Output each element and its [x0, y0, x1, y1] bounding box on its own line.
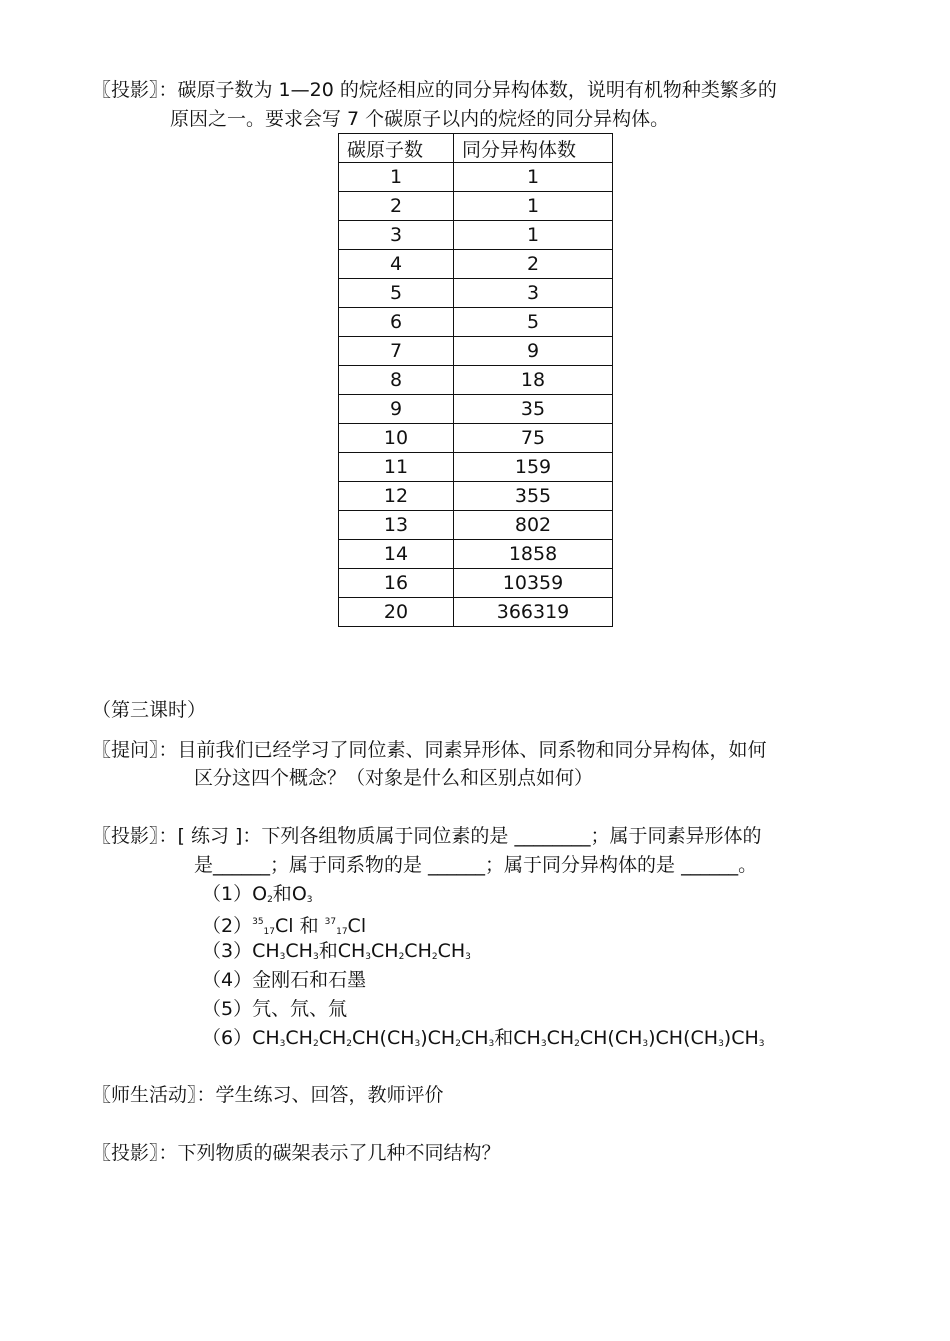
formula-part: CH	[337, 940, 366, 962]
mass-number: 35	[252, 917, 264, 927]
formula-part: O	[252, 883, 268, 905]
question-paragraph	[92, 738, 767, 762]
subscript: 3	[465, 952, 471, 962]
activity-paragraph	[92, 1083, 444, 1107]
element-symbol: Cl	[347, 915, 367, 937]
projection-paragraph-1	[92, 78, 777, 102]
carbon-count-cell: 10	[339, 424, 454, 453]
table-row	[339, 395, 613, 424]
carbon-count-cell: 7	[339, 337, 454, 366]
formula-part: CH	[252, 1027, 280, 1049]
projection-text-line1: 碳原子数为 1—20 的烷烃相应的同分异构体数，说明有机物种类繁多的	[177, 79, 777, 101]
carbon-count-cell: 16	[339, 569, 454, 598]
activity-tag: 〖师生活动〗：	[92, 1084, 216, 1106]
formula-part: CH	[404, 940, 432, 962]
carbon-count-cell: 12	[339, 482, 454, 511]
carbon-count-cell: 2	[339, 192, 454, 221]
item-number: （4）	[202, 969, 253, 991]
isomer-count-table	[338, 133, 613, 627]
formula-part: CH	[285, 940, 313, 962]
carbon-count-cell: 8	[339, 366, 454, 395]
carbon-count-cell: 20	[339, 598, 454, 627]
formula-part: CH	[252, 940, 280, 962]
table-row	[339, 163, 613, 192]
formula-part: O	[291, 883, 307, 905]
formula-part: CH(CH	[579, 1027, 643, 1049]
table-row	[339, 221, 613, 250]
subscript: 3	[279, 952, 286, 962]
carbon-count-cell: 13	[339, 511, 454, 540]
formula-part: CH	[285, 1027, 313, 1049]
projection-paragraph-2	[92, 1141, 501, 1165]
table-row	[339, 337, 613, 366]
exercise-item-4	[202, 968, 366, 992]
subscript: 2	[574, 1039, 580, 1049]
subscript: 3	[758, 1039, 765, 1049]
subscript: 2	[312, 1039, 319, 1049]
carbon-count-cell: 14	[339, 540, 454, 569]
formula-part: )CH	[723, 1027, 759, 1049]
atomic-number: 17	[336, 927, 348, 937]
formula-part: )CH(CH	[648, 1027, 719, 1049]
table-row	[339, 569, 613, 598]
subscript: 2	[398, 952, 405, 962]
isomer-count-cell: 366319	[454, 598, 613, 627]
projection-text: 下列物质的碳架表示了几种不同结构？	[177, 1142, 501, 1164]
table-row	[339, 250, 613, 279]
isomer-count-cell: 75	[454, 424, 613, 453]
lesson-label: （第三课时）	[92, 699, 207, 721]
subscript: 3	[306, 895, 313, 905]
conjunction: 和	[272, 883, 292, 905]
projection-text-line2: 原因之一。要求会写 7 个碳原子以内的烷烃的同分异构体。	[170, 108, 670, 130]
isomer-count-cell: 802	[454, 511, 613, 540]
isomer-count-cell: 18	[454, 366, 613, 395]
item-number: （1）	[202, 883, 253, 905]
item-number: （5）	[202, 998, 253, 1020]
table-row	[339, 279, 613, 308]
header-isomer-count: 同分异构体数	[454, 134, 613, 163]
isomer-count-cell: 2	[454, 250, 613, 279]
item-number: （2）	[202, 915, 253, 937]
subscript: 3	[642, 1039, 649, 1049]
exercise-text-line1: [ 练习 ]：下列各组物质属于同位素的是 ________；属于同素异形体的	[177, 825, 762, 847]
carbon-count-cell: 11	[339, 453, 454, 482]
exercise-tag: 〖投影〗：	[92, 825, 178, 847]
subscript: 3	[279, 1039, 286, 1049]
isomer-count-cell: 1	[454, 192, 613, 221]
exercise-item-3	[202, 939, 471, 969]
exercise-text-line2: 是______；属于同系物的是 ______；属于同分异构体的是 ______。	[194, 854, 758, 876]
table-row	[339, 482, 613, 511]
formula-part: CH	[460, 1027, 489, 1049]
carbon-count-cell: 9	[339, 395, 454, 424]
projection-tag: 〖投影〗：	[92, 1142, 178, 1164]
isomer-count-cell: 159	[454, 453, 613, 482]
question-text-line2: 区分这四个概念？（对象是什么和区别点如何）	[194, 767, 594, 789]
subscript: 3	[365, 952, 371, 962]
subscript: 3	[312, 952, 319, 962]
element-symbol: Cl	[275, 915, 294, 937]
exercise-paragraph	[92, 824, 761, 848]
isomer-count-cell: 1	[454, 163, 613, 192]
isomer-count-cell: 35	[454, 395, 613, 424]
subscript: 2	[346, 1039, 352, 1049]
subscript: 2	[267, 895, 273, 905]
exercise-item-1	[202, 882, 313, 912]
isomer-count-cell: 1	[454, 221, 613, 250]
formula-part: CH(CH	[351, 1027, 415, 1049]
table-row	[339, 540, 613, 569]
formula-part: CH	[437, 940, 466, 962]
formula-part: CH	[546, 1027, 575, 1049]
carbon-count-cell: 5	[339, 279, 454, 308]
item-number: （3）	[202, 940, 253, 962]
formula-part: CH	[371, 940, 399, 962]
isomer-count-cell: 355	[454, 482, 613, 511]
item-text: 氕、氘、氚	[252, 998, 348, 1020]
carbon-count-cell: 1	[339, 163, 454, 192]
projection-tag: 〖投影〗：	[92, 79, 178, 101]
conjunction: 和	[293, 915, 325, 937]
isomer-count-cell: 5	[454, 308, 613, 337]
table-body	[339, 163, 613, 627]
mass-number: 37	[324, 917, 337, 927]
conjunction: 和	[318, 940, 338, 962]
isomer-count-cell: 3	[454, 279, 613, 308]
isomer-count-cell: 10359	[454, 569, 613, 598]
table-row	[339, 598, 613, 627]
subscript: 2	[431, 952, 438, 962]
conjunction: 和	[494, 1027, 514, 1049]
table-row	[339, 424, 613, 453]
header-carbon-count: 碳原子数	[339, 134, 454, 163]
exercise-item-6	[202, 1026, 765, 1056]
subscript: 3	[540, 1039, 547, 1049]
question-tag: 〖提问〗：	[92, 739, 178, 761]
carbon-count-cell: 4	[339, 250, 454, 279]
isomer-count-cell: 9	[454, 337, 613, 366]
table-row	[339, 192, 613, 221]
activity-text: 学生练习、回答，教师评价	[215, 1084, 444, 1106]
carbon-count-cell: 6	[339, 308, 454, 337]
table-row	[339, 366, 613, 395]
isomer-count-cell: 1858	[454, 540, 613, 569]
exercise-item-5	[202, 997, 347, 1021]
formula-part: CH	[513, 1027, 541, 1049]
table-row	[339, 453, 613, 482]
formula-part: )CH	[420, 1027, 456, 1049]
formula-part: CH	[318, 1027, 347, 1049]
table-row	[339, 511, 613, 540]
subscript: 3	[718, 1039, 724, 1049]
subscript: 3	[414, 1039, 421, 1049]
subscript: 2	[455, 1039, 461, 1049]
subscript: 3	[488, 1039, 495, 1049]
atomic-number: 17	[263, 927, 275, 937]
question-text-line1: 目前我们已经学习了同位素、同素异形体、同系物和同分异构体，如何	[177, 739, 767, 761]
table-header-row	[339, 134, 613, 163]
item-text: 金刚石和石墨	[252, 969, 367, 991]
carbon-count-cell: 3	[339, 221, 454, 250]
table-row	[339, 308, 613, 337]
item-number: （6）	[202, 1027, 253, 1049]
